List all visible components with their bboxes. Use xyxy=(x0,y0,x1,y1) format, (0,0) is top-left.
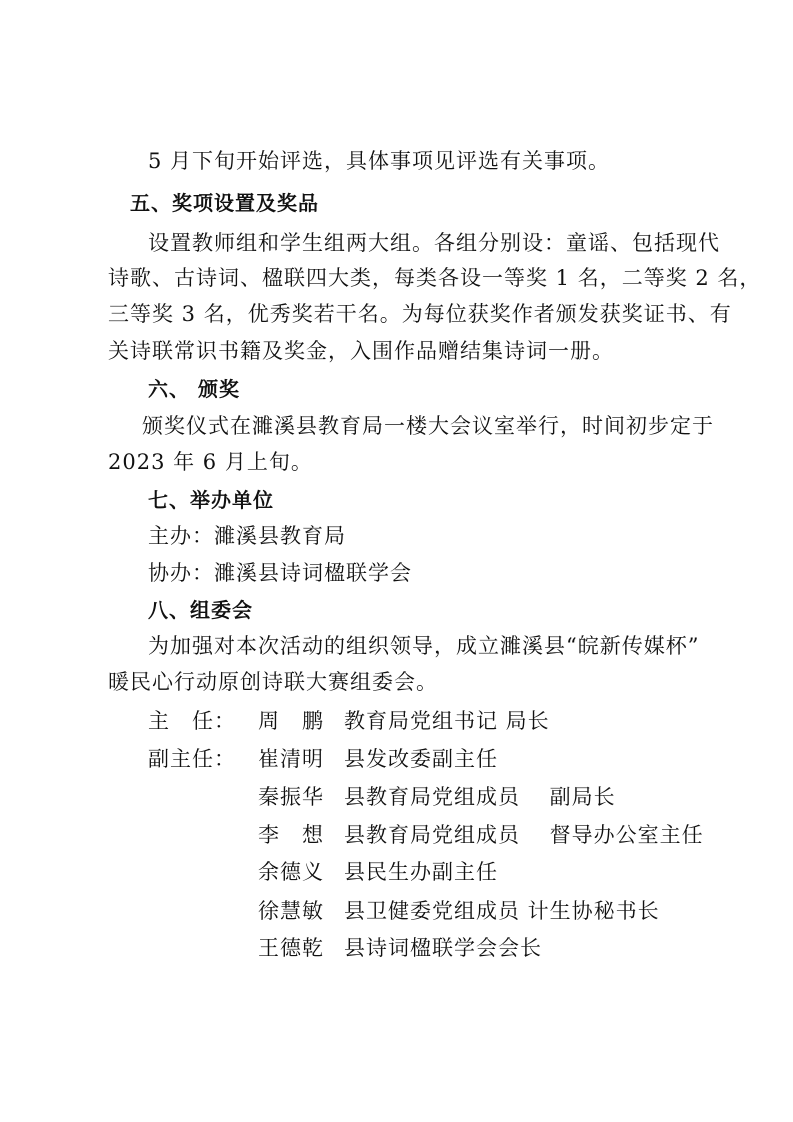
paragraph-awards-line4: 关诗联常识书籍及奖金，入围作品赠结集诗词一册。 xyxy=(108,339,614,363)
chair-label: 主 任： xyxy=(148,709,236,733)
member-name: 王德乾 xyxy=(258,936,324,960)
paragraph-ceremony-line2: 2023 年 6 月上旬。 xyxy=(108,450,313,474)
section-heading-6: 六、 颁奖 xyxy=(148,377,240,401)
member-title: 县卫健委党组成员 计生协秘书长 xyxy=(344,899,660,923)
section-heading-8: 八、组委会 xyxy=(148,598,253,622)
chair-name: 周 鹏 xyxy=(258,709,324,733)
chair-title: 教育局党组书记 局长 xyxy=(344,709,550,733)
paragraph-awards-line1: 设置教师组和学生组两大组。各组分别设：童谣、包括现代 xyxy=(148,231,720,255)
member-name: 崔清明 xyxy=(258,747,324,771)
paragraph-ceremony-line1: 颁奖仪式在濉溪县教育局一楼大会议室举行，时间初步定于 xyxy=(142,414,714,438)
section-heading-7: 七、举办单位 xyxy=(148,488,274,512)
member-name: 余德义 xyxy=(258,860,324,884)
organizer-cohost: 协办：濉溪县诗词楹联学会 xyxy=(148,561,412,585)
member-title: 县教育局党组成员 副局长 xyxy=(344,785,616,809)
paragraph-intro: 5 月下旬开始评选，具体事项见评选有关事项。 xyxy=(148,149,611,173)
section-heading-5: 五、奖项设置及奖品 xyxy=(130,191,319,215)
member-name: 李 想 xyxy=(258,823,324,847)
member-title: 县发改委副主任 xyxy=(344,747,498,771)
member-title: 县民生办副主任 xyxy=(344,860,498,884)
member-name: 秦振华 xyxy=(258,785,324,809)
paragraph-committee-line2: 暖民心行动原创诗联大赛组委会。 xyxy=(108,670,438,694)
paragraph-committee-line1: 为加强对本次活动的组织领导，成立濉溪县“皖新传媒杯” xyxy=(148,634,700,658)
member-title: 县教育局党组成员 督导办公室主任 xyxy=(344,823,704,847)
member-name: 徐慧敏 xyxy=(258,899,324,923)
organizer-host: 主办：濉溪县教育局 xyxy=(148,524,346,548)
paragraph-awards-line2: 诗歌、古诗词、楹联四大类，每类各设一等奖 1 名，二等奖 2 名， xyxy=(108,266,762,290)
vice-chair-label: 副主任： xyxy=(148,747,236,771)
paragraph-awards-line3: 三等奖 3 名，优秀奖若干名。为每位获奖作者颁发获奖证书、有 xyxy=(108,302,732,326)
member-title: 县诗词楹联学会会长 xyxy=(344,936,542,960)
